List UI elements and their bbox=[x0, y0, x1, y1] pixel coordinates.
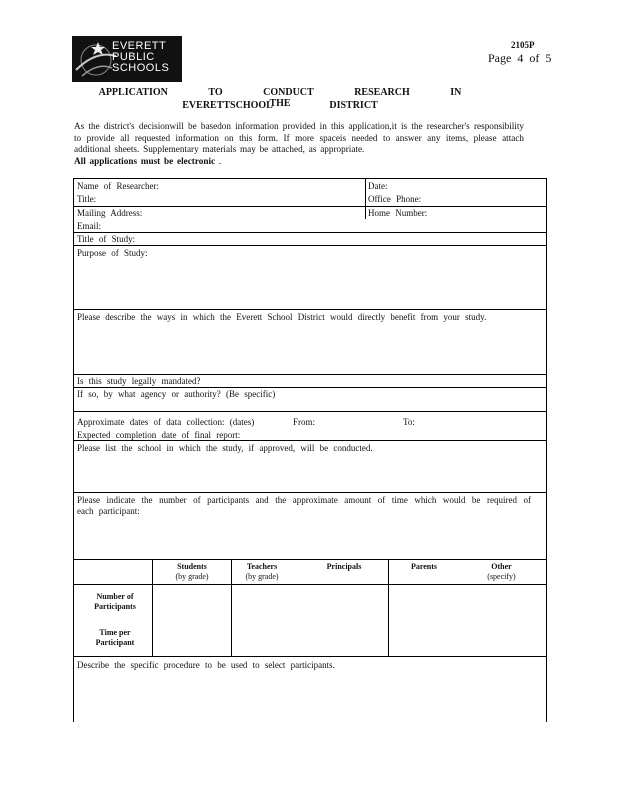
district-logo bbox=[72, 36, 182, 82]
mailing-address-label: Mailing Address: bbox=[77, 208, 143, 218]
title-word: THE bbox=[269, 98, 291, 109]
column-header-label: Parents bbox=[410, 562, 438, 571]
date-label: Date: bbox=[368, 181, 388, 191]
title-word: CONDUCT bbox=[263, 87, 314, 98]
column-divider bbox=[365, 179, 366, 219]
title-word: TO bbox=[208, 87, 223, 98]
title-word: EVERETTSCHOOL bbox=[182, 100, 273, 111]
column-header-teachers bbox=[237, 562, 287, 582]
table-column-divider bbox=[388, 559, 389, 656]
electronic-notice: All applications must be electronic bbox=[74, 155, 216, 166]
logo-wordmark bbox=[112, 41, 169, 74]
completion-date-label: Expected completion date of final report: bbox=[77, 430, 241, 440]
column-header-label: Students bbox=[177, 562, 207, 571]
row-divider bbox=[74, 387, 546, 388]
row-divider bbox=[74, 492, 546, 493]
name-of-researcher-label: Name of Researcher: bbox=[77, 181, 159, 191]
email-label: Email: bbox=[77, 221, 101, 231]
row-divider bbox=[74, 232, 546, 233]
electronic-notice-period: . bbox=[218, 155, 222, 166]
table-column-divider bbox=[152, 559, 153, 656]
office-phone-label: Office Phone: bbox=[368, 194, 422, 204]
title-word: APPLICATION bbox=[98, 87, 168, 98]
selection-procedure-label: Describe the specific procedure to be used to select participants. bbox=[77, 660, 335, 670]
row-divider bbox=[74, 559, 546, 560]
logo-line: PUBLIC bbox=[112, 51, 155, 63]
data-collection-dates-label: Approximate dates of data collection: (dates) bbox=[77, 417, 255, 427]
column-header-sub: (specify) bbox=[487, 572, 516, 581]
school-list-label: Please list the school in which the study, if approved, will be conducted. bbox=[77, 443, 373, 453]
title-word: RESEARCH bbox=[354, 87, 410, 98]
row-divider bbox=[74, 584, 546, 585]
row-divider bbox=[74, 656, 546, 657]
purpose-of-study-label: Purpose of Study: bbox=[77, 248, 148, 258]
logo-line: SCHOOLS bbox=[112, 62, 170, 74]
agency-authority-label: If so, by what agency or authority? (Be specific) bbox=[77, 389, 276, 399]
title-of-study-label: Title of Study: bbox=[77, 234, 136, 244]
column-header-students bbox=[154, 562, 230, 582]
title-label: Title: bbox=[77, 194, 97, 204]
from-label: From: bbox=[293, 417, 316, 427]
intro-text: As the district's decisionwill be basedon information provided in this application,it is the researcher's responsibility to provide all requested information on this form. If more spaceis needed to answer any items, please attach additional sheets. Supplementary materials may be attached, as appropriate. bbox=[74, 121, 524, 155]
form-code: 2105P bbox=[511, 40, 535, 50]
title-word: DISTRICT bbox=[329, 100, 378, 111]
column-header-other bbox=[474, 562, 529, 582]
row-divider bbox=[74, 245, 546, 246]
column-header-principals bbox=[314, 562, 374, 572]
row-header-time-per-participant: Time per Participant bbox=[95, 628, 135, 647]
row-header-number-of-participants: Number of Participants bbox=[94, 592, 136, 611]
column-header-label: Other bbox=[491, 562, 512, 571]
row-divider bbox=[74, 206, 546, 207]
row-divider bbox=[74, 309, 546, 310]
column-header-label: Principals bbox=[326, 562, 362, 571]
legally-mandated-label: Is this study legally mandated? bbox=[77, 376, 201, 386]
logo-line: EVERETT bbox=[112, 40, 167, 52]
row-divider bbox=[74, 374, 546, 375]
intro-paragraph bbox=[74, 121, 524, 167]
row-divider bbox=[74, 411, 546, 412]
to-label: To: bbox=[403, 417, 415, 427]
district-benefit-label: Please describe the ways in which the Everett School District would directly benefit from your study. bbox=[77, 312, 487, 322]
document-title-line-2 bbox=[60, 100, 500, 111]
column-header-label: Teachers bbox=[246, 562, 278, 571]
column-header-sub: (by grade) bbox=[245, 572, 279, 581]
home-number-label: Home Number: bbox=[368, 208, 428, 218]
column-header-sub: (by grade) bbox=[175, 572, 209, 581]
page-number: Page 4 of 5 bbox=[488, 51, 552, 65]
column-header-parents bbox=[396, 562, 452, 572]
title-word: IN bbox=[450, 87, 462, 98]
participants-instructions-label: Please indicate the number of participants and the approximate amount of time which would be required of each participant: bbox=[77, 495, 531, 516]
table-column-divider bbox=[231, 559, 232, 656]
application-form bbox=[73, 178, 547, 722]
